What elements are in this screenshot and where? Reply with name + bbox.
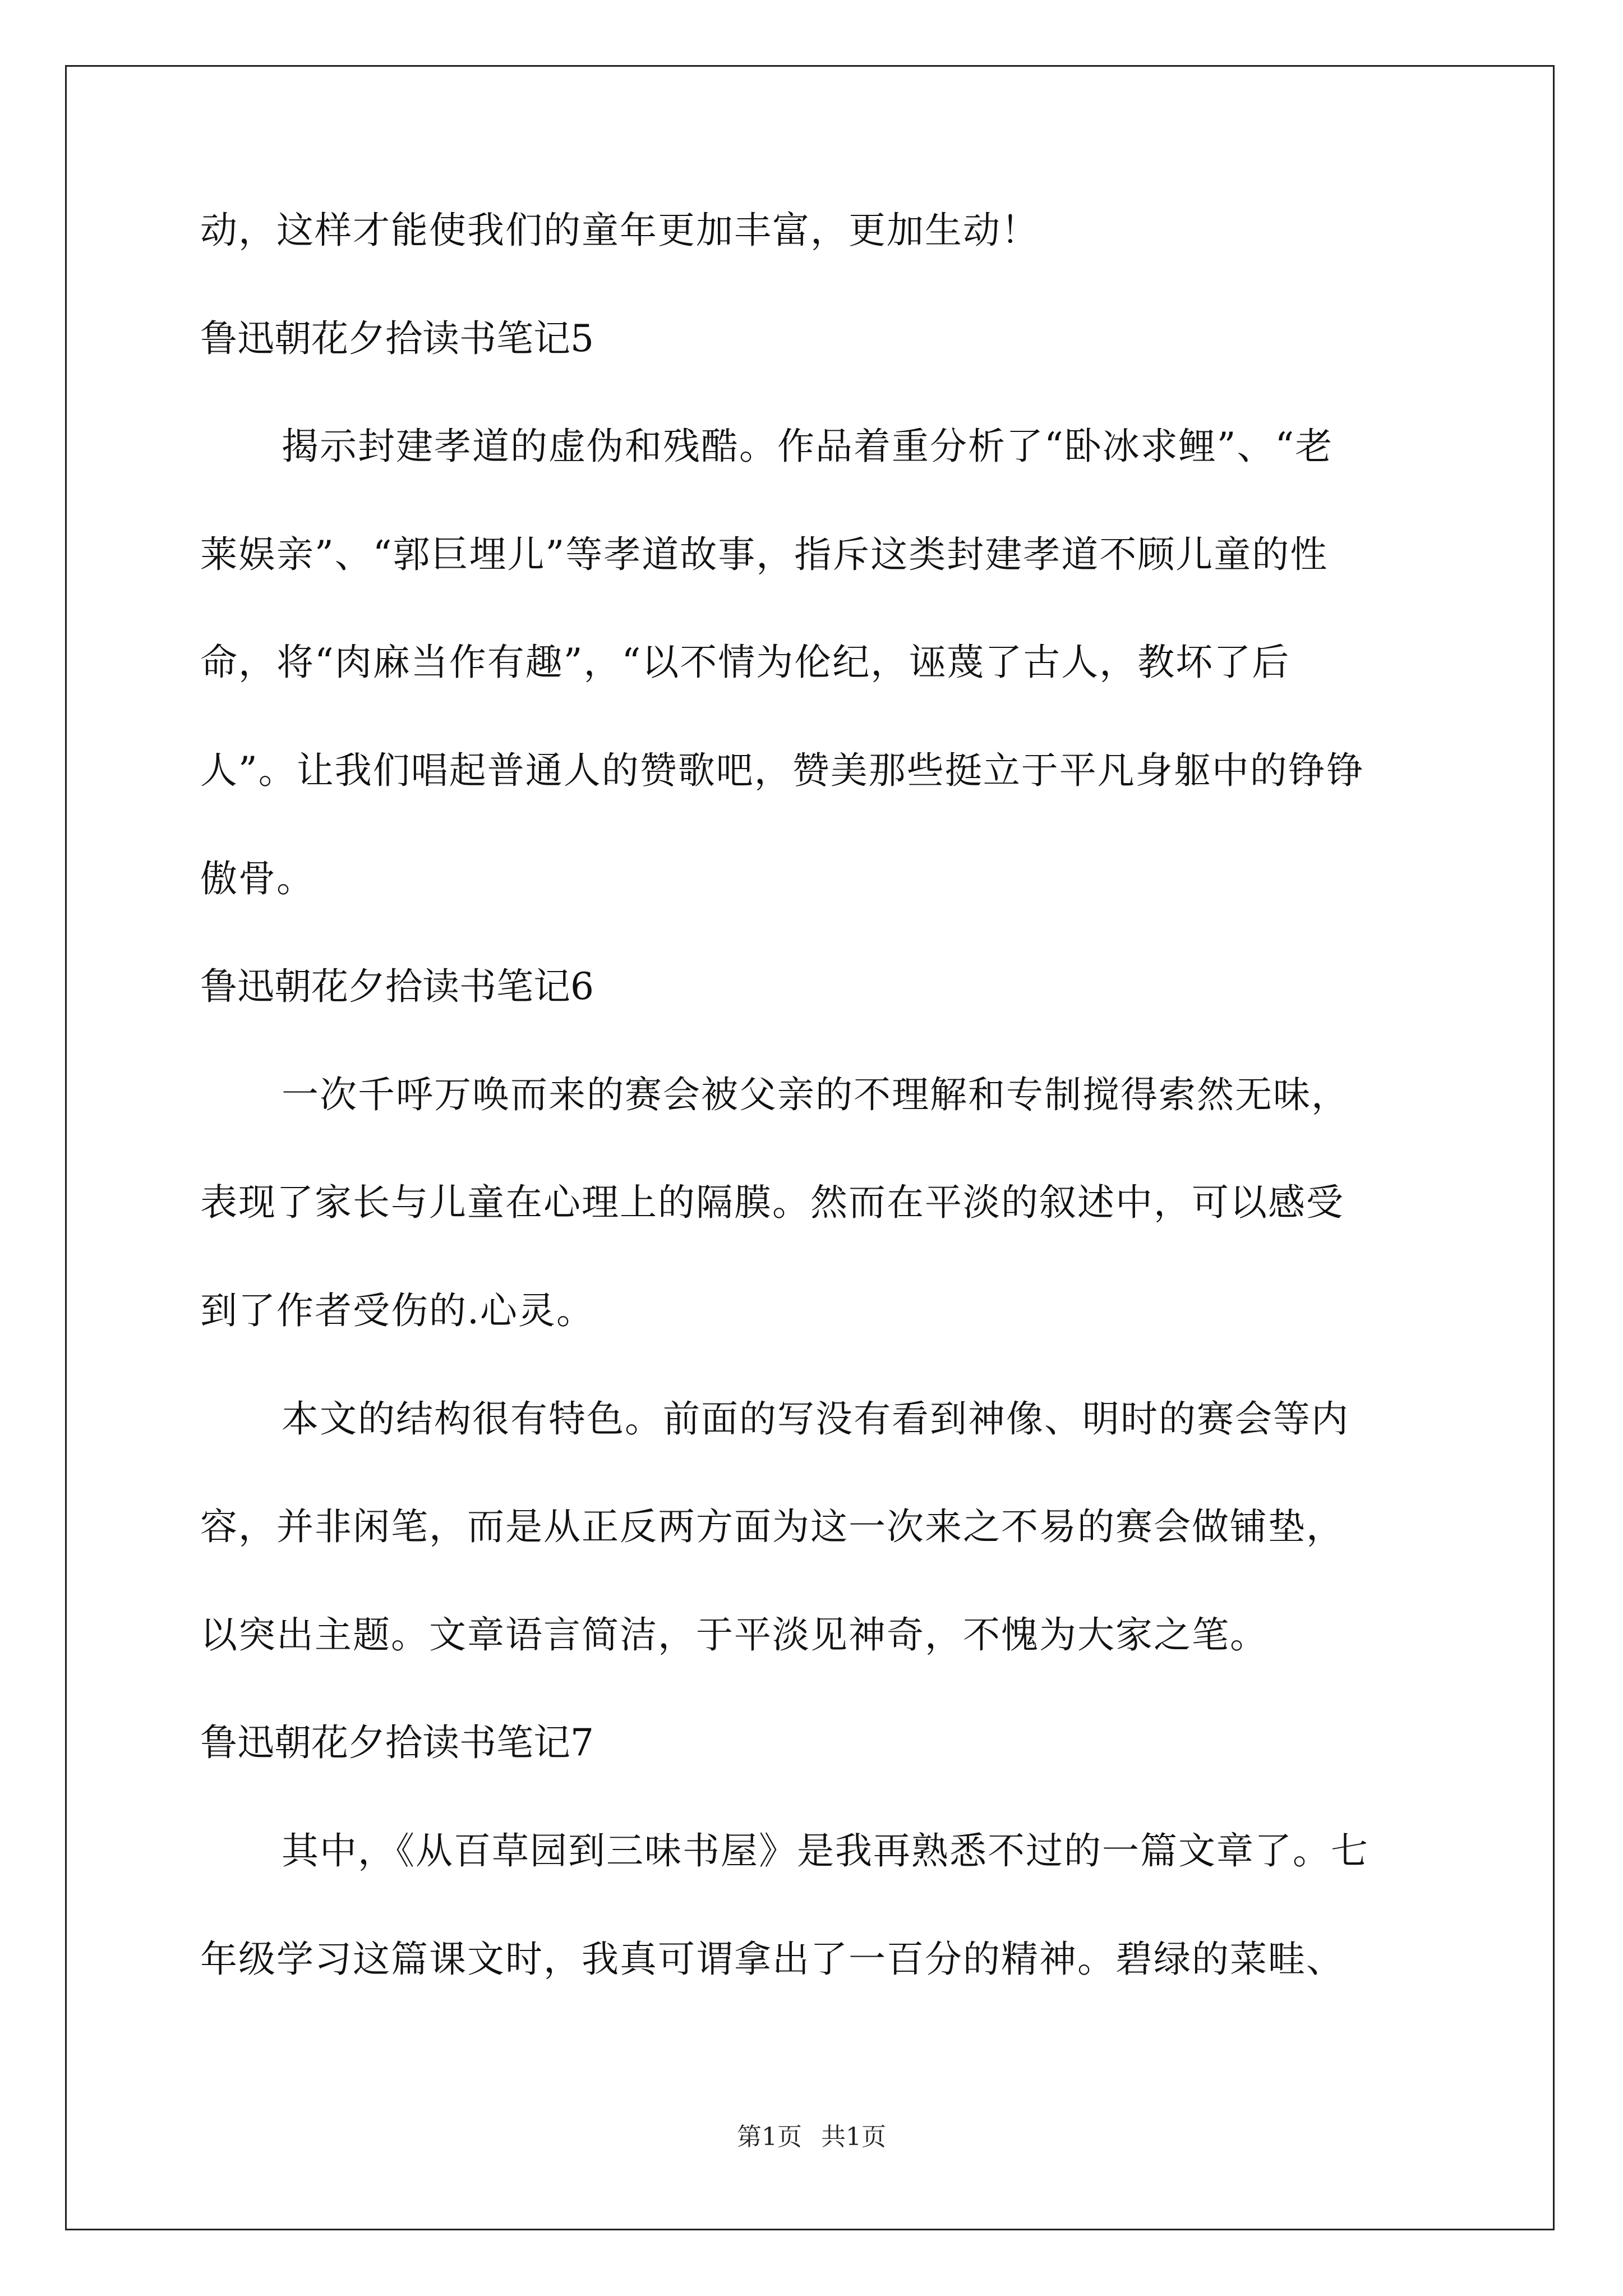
text-line: 到了作者受伤的.心灵。 xyxy=(200,1289,594,1332)
paragraph-start-line: 其中，《从百草园到三味书屋》是我再熟悉不过的一篇文章了。七 xyxy=(282,1829,1369,1872)
document-body xyxy=(200,209,1434,2049)
section-heading: 鲁迅朝花夕拾读书笔记5 xyxy=(200,316,594,360)
section-heading: 鲁迅朝花夕拾读书笔记7 xyxy=(200,1721,594,1765)
section-heading: 鲁迅朝花夕拾读书笔记6 xyxy=(200,965,594,1009)
paragraph-start-line: 本文的结构很有特色。前面的写没有看到神像、明时的赛会等内 xyxy=(282,1397,1349,1441)
page-total: 共1页 xyxy=(821,2123,886,2151)
text-line: 人”。让我们唱起普通人的赞歌吧，赞美那些挺立于平凡身躯中的铮铮 xyxy=(200,748,1364,792)
paragraph-start-line: 揭示封建孝道的虚伪和残酷。作品着重分析了“卧冰求鲤”、“老 xyxy=(282,425,1334,468)
page-number: 第1页 xyxy=(737,2123,802,2151)
text-line: 命，将“肉麻当作有趣”，“以不情为伦纪，诬蔑了古人，教坏了后 xyxy=(200,641,1290,684)
text-line: 动，这样才能使我们的童年更加丰富，更加生动！ xyxy=(200,209,1039,252)
text-line: 莱娱亲”、“郭巨埋儿”等孝道故事，指斥这类封建孝道不顾儿童的性 xyxy=(200,532,1329,576)
paragraph-start-line: 一次千呼万唤而来的赛会被父亲的不理解和专制搅得索然无味， xyxy=(282,1073,1349,1116)
text-line: 年级学习这篇课文时，我真可谓拿出了一百分的精神。碧绿的菜畦、 xyxy=(200,1937,1344,1981)
text-line: 表现了家长与儿童在心理上的隔膜。然而在平淡的叙述中，可以感受 xyxy=(200,1181,1344,1225)
text-line: 以突出主题。文章语言简洁，于平淡见神奇，不愧为大家之笔。 xyxy=(200,1613,1268,1657)
text-line: 容，并非闲笔，而是从正反两方面为这一次来之不易的赛会做铺垫， xyxy=(200,1505,1344,1549)
page-footer xyxy=(0,2123,1623,2151)
text-line: 傲骨。 xyxy=(200,857,315,900)
